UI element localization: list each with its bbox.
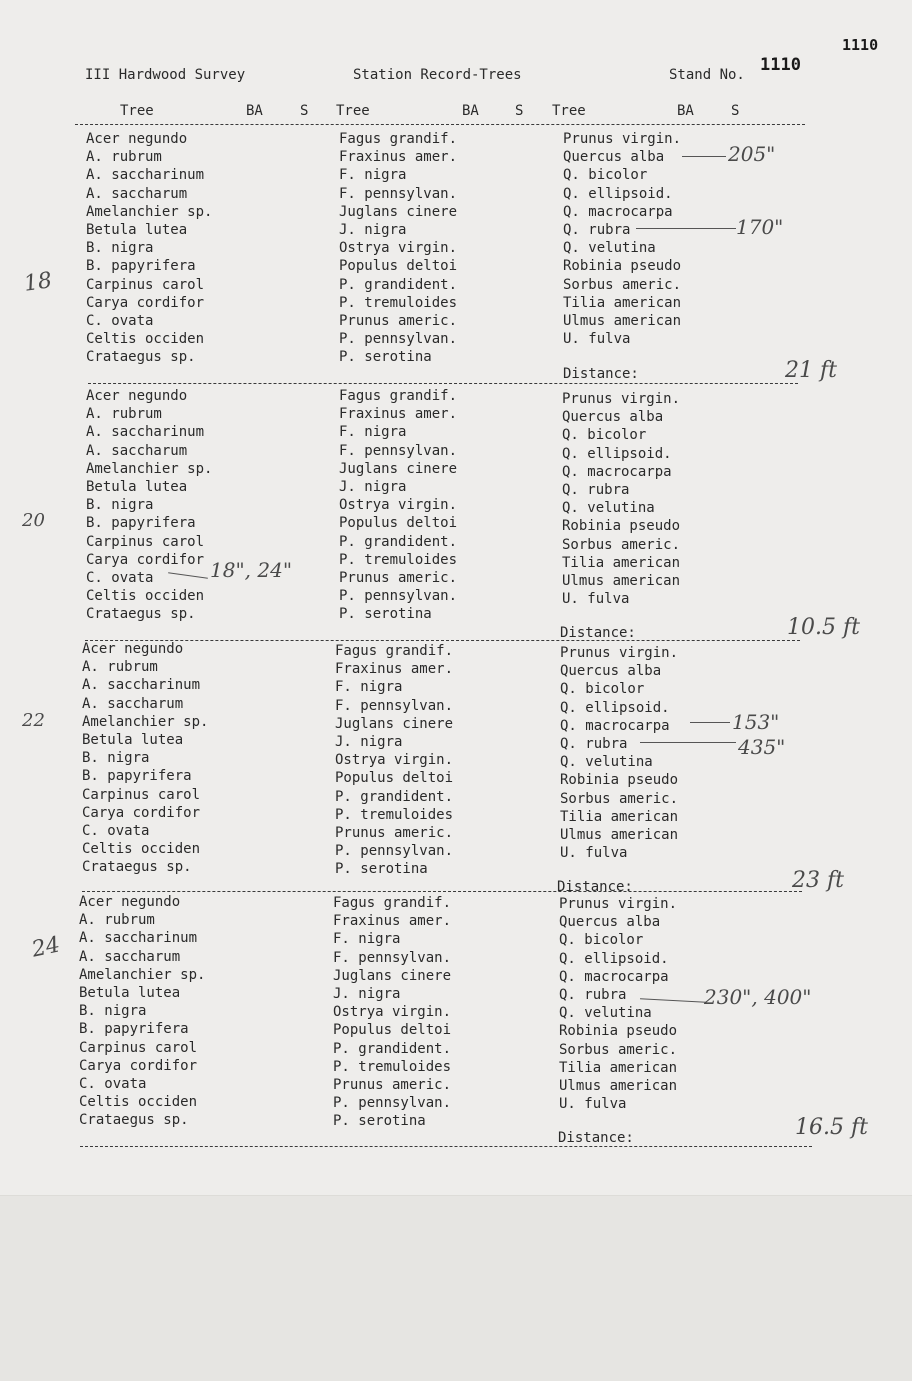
species-item: Sorbus americ. <box>560 790 679 807</box>
species-item: Tilia american <box>562 554 681 571</box>
species-item: Prunus virgin. <box>560 645 679 661</box>
page-stamp: 1110 <box>842 36 879 54</box>
tally-stroke <box>640 742 736 743</box>
species-item: Ostrya virgin. <box>339 497 458 514</box>
species-item: Crataegus sp. <box>86 606 196 623</box>
species-item: J. nigra <box>339 221 407 238</box>
species-item: Q. ellipsoid. <box>563 185 673 202</box>
species-item: P. grandident. <box>335 788 454 805</box>
species-item: U. fulva <box>562 591 630 608</box>
species-item: P. pennsylvan. <box>339 588 458 605</box>
species-item: Q. rubra <box>560 735 628 752</box>
species-item: A. saccharum <box>86 442 188 459</box>
species-item: Q. macrocarpa <box>562 463 672 480</box>
record-type: Station Record-Trees <box>353 67 522 83</box>
basal-area-note: 435" <box>738 735 786 759</box>
species-item: P. serotina <box>339 606 432 623</box>
col-header-s-2: S <box>515 103 524 119</box>
species-item: B. nigra <box>82 750 150 767</box>
tally-stroke <box>636 228 736 229</box>
form-title: III Hardwood Survey <box>85 67 246 83</box>
species-item: Ostrya virgin. <box>339 240 458 257</box>
species-item: Crataegus sp. <box>79 1112 189 1129</box>
species-item: Ulmus american <box>563 312 682 329</box>
species-item: P. serotina <box>335 861 428 878</box>
distance-value: 21 ft <box>785 358 837 383</box>
species-item: Prunus virgin. <box>562 391 681 407</box>
species-item: A. rubrum <box>79 912 155 929</box>
station-1-col-1 <box>86 130 212 366</box>
col-header-tree-1: Tree <box>120 103 154 119</box>
species-item: F. pennsylvan. <box>339 185 458 202</box>
species-item: Acer negundo <box>82 641 184 657</box>
species-item: Prunus americ. <box>339 312 458 329</box>
species-item: Amelanchier sp. <box>82 713 209 730</box>
species-item: P. serotina <box>339 349 432 366</box>
species-item: P. grandident. <box>339 276 458 293</box>
station-2-col-1 <box>86 387 212 623</box>
species-item: Juglans cinere <box>339 460 458 477</box>
species-item: Q. velutina <box>563 240 656 257</box>
species-item: Betula lutea <box>86 221 188 238</box>
species-item: Celtis occiden <box>86 588 205 605</box>
species-item: P. grandident. <box>333 1040 452 1057</box>
species-item: F. nigra <box>333 931 401 948</box>
station-1-col-3 <box>563 130 681 348</box>
species-item: Fraxinus amer. <box>339 406 458 423</box>
species-item: Q. velutina <box>560 754 653 771</box>
species-item: A. saccharinum <box>86 167 205 184</box>
species-item: Amelanchier sp. <box>86 460 213 477</box>
species-item: A. saccharum <box>79 948 181 965</box>
station-1-col-2 <box>339 130 457 366</box>
species-item: A. saccharinum <box>86 424 205 441</box>
col-header-ba-1: BA <box>246 103 263 119</box>
species-item: Q. bicolor <box>563 167 648 184</box>
col-header-tree-2: Tree <box>336 103 370 119</box>
species-item: Juglans cinere <box>335 715 454 732</box>
species-item: P. tremuloides <box>333 1058 452 1075</box>
species-item: Juglans cinere <box>333 967 452 984</box>
species-item: Ulmus american <box>562 572 681 589</box>
species-item: Celtis occiden <box>82 841 201 858</box>
species-item: A. saccharinum <box>79 930 198 947</box>
species-item: Populus deltoi <box>339 515 458 532</box>
species-item: U. fulva <box>560 845 628 862</box>
basal-area-note: 205" <box>728 142 776 166</box>
species-item: Sorbus americ. <box>563 276 682 293</box>
species-item: Quercus alba <box>559 914 661 931</box>
station-number-handwritten: 24 <box>29 932 63 963</box>
distance-label: Distance: <box>560 625 636 641</box>
species-item: C. ovata <box>86 569 154 586</box>
species-item: Robinia pseudo <box>559 1023 678 1040</box>
stand-label: Stand No. <box>669 67 745 83</box>
distance-label: Distance: <box>557 879 633 895</box>
col-header-s-3: S <box>731 103 740 119</box>
species-item: Carya cordifor <box>86 294 205 311</box>
species-item: Populus deltoi <box>333 1022 452 1039</box>
species-item: U. fulva <box>559 1096 627 1113</box>
species-item: Fagus grandif. <box>333 895 452 911</box>
species-item: Q. macrocarpa <box>563 203 673 220</box>
species-item: Fraxinus amer. <box>339 149 458 166</box>
col-header-tree-3: Tree <box>552 103 586 119</box>
species-item: A. saccharinum <box>82 677 201 694</box>
species-item: Crataegus sp. <box>82 859 192 876</box>
species-item: B. papyrifera <box>79 1021 189 1038</box>
station-4-col-3 <box>559 895 677 1113</box>
species-item: P. tremuloides <box>339 551 458 568</box>
species-item: Amelanchier sp. <box>86 203 213 220</box>
species-item: Celtis occiden <box>79 1094 198 1111</box>
species-item: F. nigra <box>339 424 407 441</box>
species-item: F. pennsylvan. <box>333 949 452 966</box>
species-item: Q. velutina <box>559 1005 652 1022</box>
species-item: Tilia american <box>563 294 682 311</box>
species-item: A. rubrum <box>82 659 158 676</box>
species-item: Populus deltoi <box>335 770 454 787</box>
species-item: J. nigra <box>339 478 407 495</box>
header-rule <box>75 124 805 125</box>
species-item: Betula lutea <box>79 984 181 1001</box>
species-item: Carpinus carol <box>82 786 201 803</box>
species-item: B. papyrifera <box>86 515 196 532</box>
species-item: C. ovata <box>79 1075 147 1092</box>
species-item: B. nigra <box>79 1003 147 1020</box>
species-item: P. pennsylvan. <box>333 1095 452 1112</box>
station-4-col-1 <box>79 893 205 1129</box>
species-item: Fagus grandif. <box>339 388 458 404</box>
basal-area-note: 153" <box>732 710 780 734</box>
species-item: Juglans cinere <box>339 203 458 220</box>
species-item: Q. rubra <box>559 986 627 1003</box>
species-item: Fagus grandif. <box>335 643 454 659</box>
species-item: B. papyrifera <box>86 258 196 275</box>
species-item: B. nigra <box>86 240 154 257</box>
station-3-col-3 <box>560 644 678 862</box>
tally-stroke <box>690 722 730 723</box>
distance-label: Distance: <box>563 366 639 382</box>
species-item: Q. macrocarpa <box>559 968 669 985</box>
species-item: Robinia pseudo <box>560 772 679 789</box>
col-header-s-1: S <box>300 103 309 119</box>
distance-label: Distance: <box>558 1130 634 1146</box>
species-item: Prunus americ. <box>335 824 454 841</box>
species-item: Q. ellipsoid. <box>559 950 669 967</box>
species-item: U. fulva <box>563 331 631 348</box>
species-item: Q. bicolor <box>560 681 645 698</box>
species-item: Prunus virgin. <box>559 896 678 912</box>
species-item: A. rubrum <box>86 406 162 423</box>
species-item: Prunus americ. <box>339 569 458 586</box>
species-item: Ulmus american <box>559 1077 678 1094</box>
species-item: Crataegus sp. <box>86 349 196 366</box>
species-item: Fraxinus amer. <box>335 661 454 678</box>
distance-value: 23 ft <box>792 868 844 893</box>
station-number-handwritten: 22 <box>22 710 45 731</box>
station-number-handwritten: 20 <box>22 510 45 531</box>
station-2-col-3 <box>562 390 680 608</box>
species-item: Amelanchier sp. <box>79 966 206 983</box>
species-item: Quercus alba <box>560 663 662 680</box>
paper-fold <box>0 1195 912 1381</box>
station-3-col-1 <box>82 640 208 876</box>
species-item: Ostrya virgin. <box>333 1004 452 1021</box>
species-item: Robinia pseudo <box>562 518 681 535</box>
distance-value: 10.5 ft <box>787 615 860 640</box>
species-item: Acer negundo <box>79 894 181 910</box>
species-item: C. ovata <box>82 822 150 839</box>
basal-area-note: 230", 400" <box>704 985 812 1009</box>
species-item: Q. macrocarpa <box>560 717 670 734</box>
species-item: P. tremuloides <box>335 806 454 823</box>
section-rule <box>88 383 798 384</box>
species-item: Carya cordifor <box>86 551 205 568</box>
species-item: Ostrya virgin. <box>335 752 454 769</box>
species-item: Tilia american <box>560 808 679 825</box>
species-item: Betula lutea <box>82 731 184 748</box>
species-item: Prunus virgin. <box>563 131 682 147</box>
species-item: Carpinus carol <box>86 533 205 550</box>
species-item: Carya cordifor <box>82 804 201 821</box>
species-item: J. nigra <box>333 985 401 1002</box>
species-item: Acer negundo <box>86 131 188 147</box>
species-item: J. nigra <box>335 733 403 750</box>
species-item: Quercus alba <box>563 149 665 166</box>
species-item: Prunus americ. <box>333 1076 452 1093</box>
species-item: Q. rubra <box>562 481 630 498</box>
col-header-ba-2: BA <box>462 103 479 119</box>
tally-stroke <box>682 156 726 157</box>
species-item: F. nigra <box>339 167 407 184</box>
distance-value: 16.5 ft <box>795 1115 868 1140</box>
species-item: Fagus grandif. <box>339 131 458 147</box>
species-item: B. nigra <box>86 497 154 514</box>
species-item: Q. rubra <box>563 221 631 238</box>
species-item: B. papyrifera <box>82 768 192 785</box>
station-3-col-2 <box>335 642 453 878</box>
species-item: Robinia pseudo <box>563 258 682 275</box>
species-item: Q. bicolor <box>562 427 647 444</box>
species-item: P. tremuloides <box>339 294 458 311</box>
species-item: A. saccharum <box>86 185 188 202</box>
species-item: Q. ellipsoid. <box>560 699 670 716</box>
species-item: P. serotina <box>333 1113 426 1130</box>
species-item: Celtis occiden <box>86 331 205 348</box>
stand-number: 1110 <box>760 55 801 75</box>
species-item: Sorbus americ. <box>559 1041 678 1058</box>
basal-area-note: 170" <box>736 215 784 239</box>
species-item: P. grandident. <box>339 533 458 550</box>
basal-area-note: 18", 24" <box>210 558 293 582</box>
species-item: Tilia american <box>559 1059 678 1076</box>
species-item: A. rubrum <box>86 149 162 166</box>
species-item: Q. bicolor <box>559 932 644 949</box>
species-item: Acer negundo <box>86 388 188 404</box>
species-item: P. pennsylvan. <box>335 843 454 860</box>
species-item: Carpinus carol <box>86 276 205 293</box>
species-item: Q. ellipsoid. <box>562 445 672 462</box>
species-item: A. saccharum <box>82 695 184 712</box>
species-item: F. pennsylvan. <box>339 442 458 459</box>
species-item: Ulmus american <box>560 826 679 843</box>
species-item: Carya cordifor <box>79 1057 198 1074</box>
station-2-col-2 <box>339 387 457 623</box>
species-item: Betula lutea <box>86 478 188 495</box>
species-item: F. pennsylvan. <box>335 697 454 714</box>
species-item: Populus deltoi <box>339 258 458 275</box>
station-number-handwritten: 18 <box>22 268 54 297</box>
species-item: C. ovata <box>86 312 154 329</box>
species-item: F. nigra <box>335 679 403 696</box>
section-rule <box>82 891 802 892</box>
section-rule <box>80 1146 812 1147</box>
species-item: Carpinus carol <box>79 1039 198 1056</box>
species-item: Q. velutina <box>562 500 655 517</box>
species-item: Fraxinus amer. <box>333 913 452 930</box>
species-item: Sorbus americ. <box>562 536 681 553</box>
col-header-ba-3: BA <box>677 103 694 119</box>
station-4-col-2 <box>333 894 451 1130</box>
species-item: Quercus alba <box>562 409 664 426</box>
species-item: P. pennsylvan. <box>339 331 458 348</box>
